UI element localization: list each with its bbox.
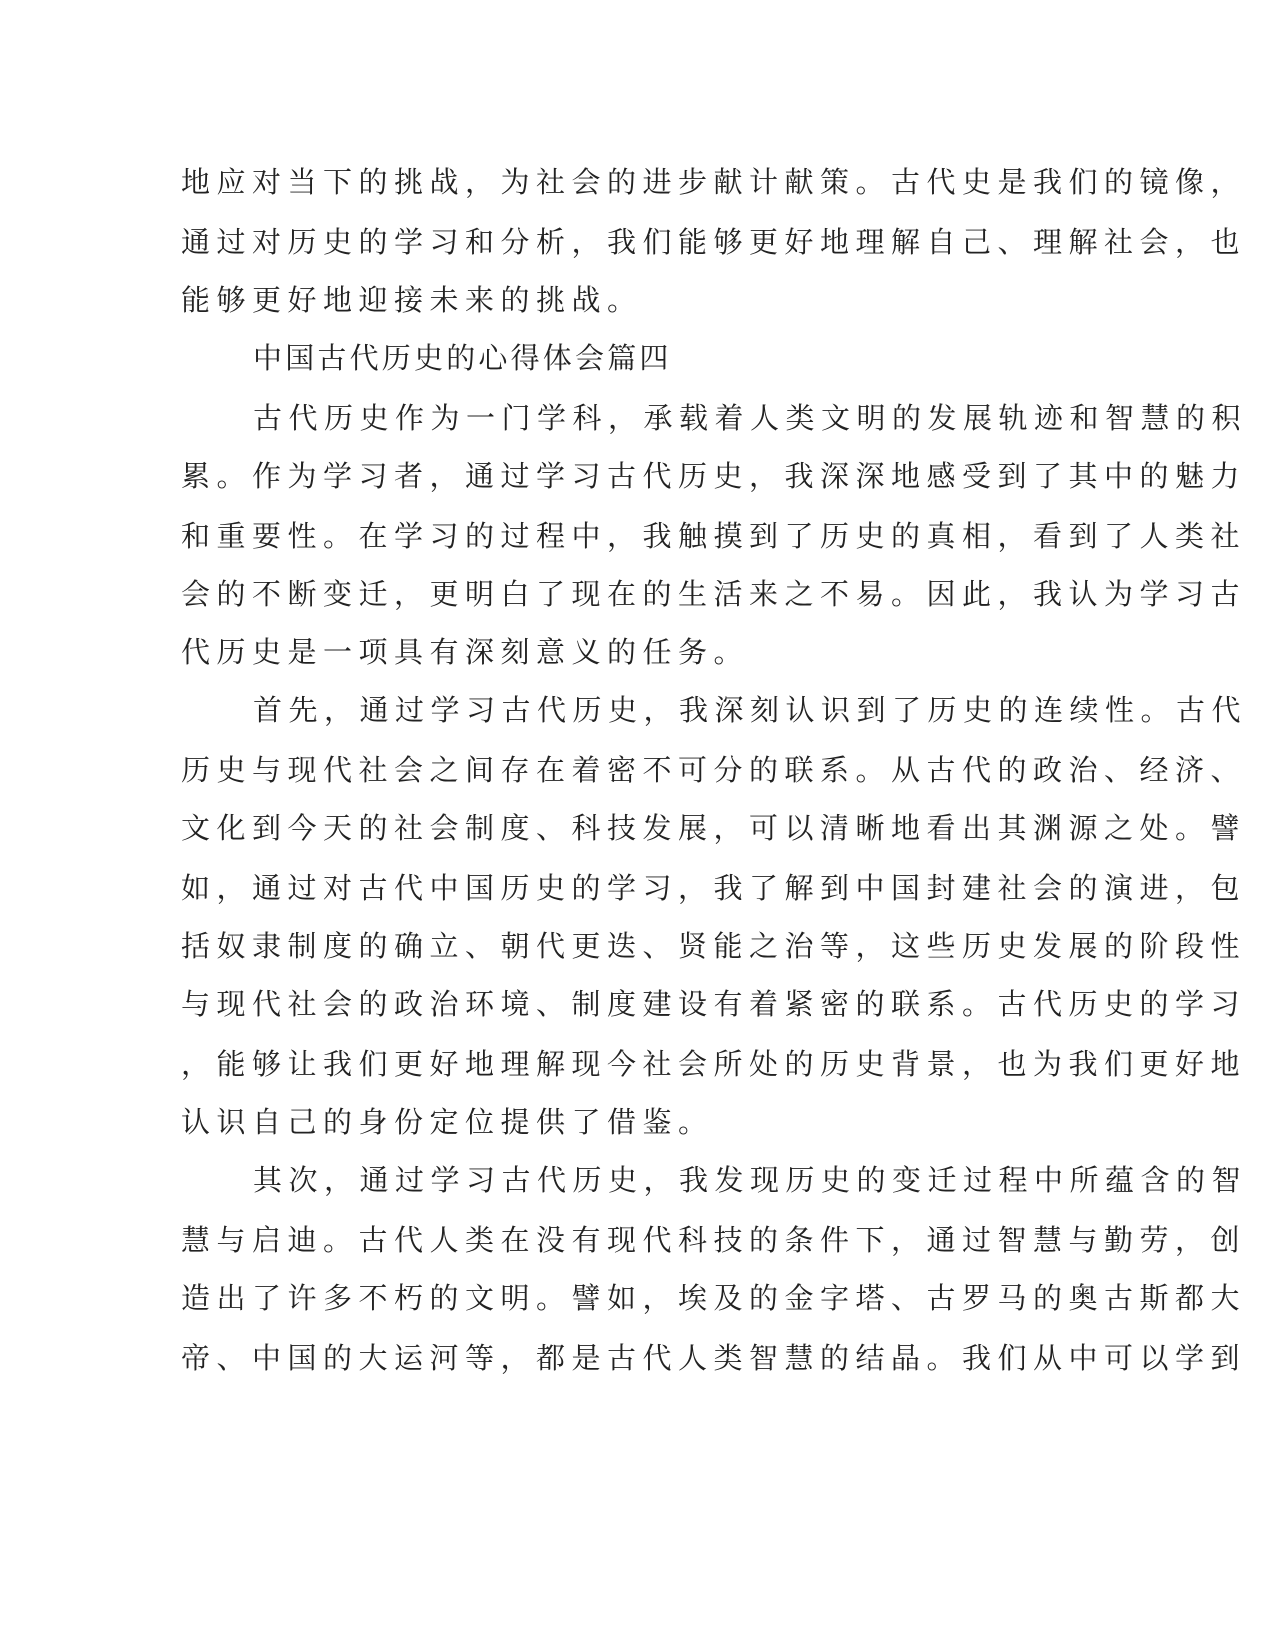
paragraph1-line-4: 会的不断变迁，更明白了现在的生活来之不易。因此，我认为学习古 xyxy=(181,577,1247,611)
paragraph3-line-2: 慧与启迪。古代人类在没有现代科技的条件下，通过智慧与勤劳，创 xyxy=(181,1223,1247,1257)
paragraph1-line-2: 累。作为学习者，通过学习古代历史，我深深地感受到了其中的魅力 xyxy=(181,459,1247,493)
paragraph3-line-3: 造出了许多不朽的文明。譬如，埃及的金字塔、古罗马的奥古斯都大 xyxy=(181,1281,1247,1315)
section-heading: 中国古代历史的心得体会篇四 xyxy=(253,341,672,375)
paragraph2-line-8: 认识自己的身份定位提供了借鉴。 xyxy=(181,1105,714,1139)
paragraph2-line-6: 与现代社会的政治环境、制度建设有着紧密的联系。古代历史的学习 xyxy=(181,987,1247,1021)
paragraph2-line-2: 历史与现代社会之间存在着密不可分的联系。从古代的政治、经济、 xyxy=(181,753,1247,787)
paragraph1-line-3: 和重要性。在学习的过程中，我触摸到了历史的真相，看到了人类社 xyxy=(181,519,1247,553)
paragraph2-line-7: ，能够让我们更好地理解现今社会所处的历史背景，也为我们更好地 xyxy=(181,1047,1247,1081)
paragraph2-line-4: 如，通过对古代中国历史的学习，我了解到中国封建社会的演进，包 xyxy=(181,871,1247,905)
continuation-line-2: 通过对历史的学习和分析，我们能够更好地理解自己、理解社会，也 xyxy=(181,225,1247,259)
paragraph1-line-1: 古代历史作为一门学科，承载着人类文明的发展轨迹和智慧的积 xyxy=(253,401,1248,435)
continuation-line-1: 地应对当下的挑战，为社会的进步献计献策。古代史是我们的镜像， xyxy=(181,165,1247,199)
paragraph1-line-5: 代历史是一项具有深刻意义的任务。 xyxy=(181,635,750,669)
paragraph2-line-5: 括奴隶制度的确立、朝代更迭、贤能之治等，这些历史发展的阶段性 xyxy=(181,929,1247,963)
paragraph3-line-4: 帝、中国的大运河等，都是古代人类智慧的结晶。我们从中可以学到 xyxy=(181,1341,1247,1375)
paragraph3-line-1: 其次，通过学习古代历史，我发现历史的变迁过程中所蕴含的智 xyxy=(253,1163,1248,1197)
paragraph2-line-1: 首先，通过学习古代历史，我深刻认识到了历史的连续性。古代 xyxy=(253,693,1248,727)
paragraph2-line-3: 文化到今天的社会制度、科技发展，可以清晰地看出其渊源之处。譬 xyxy=(181,811,1247,845)
continuation-line-3: 能够更好地迎接未来的挑战。 xyxy=(181,283,643,317)
